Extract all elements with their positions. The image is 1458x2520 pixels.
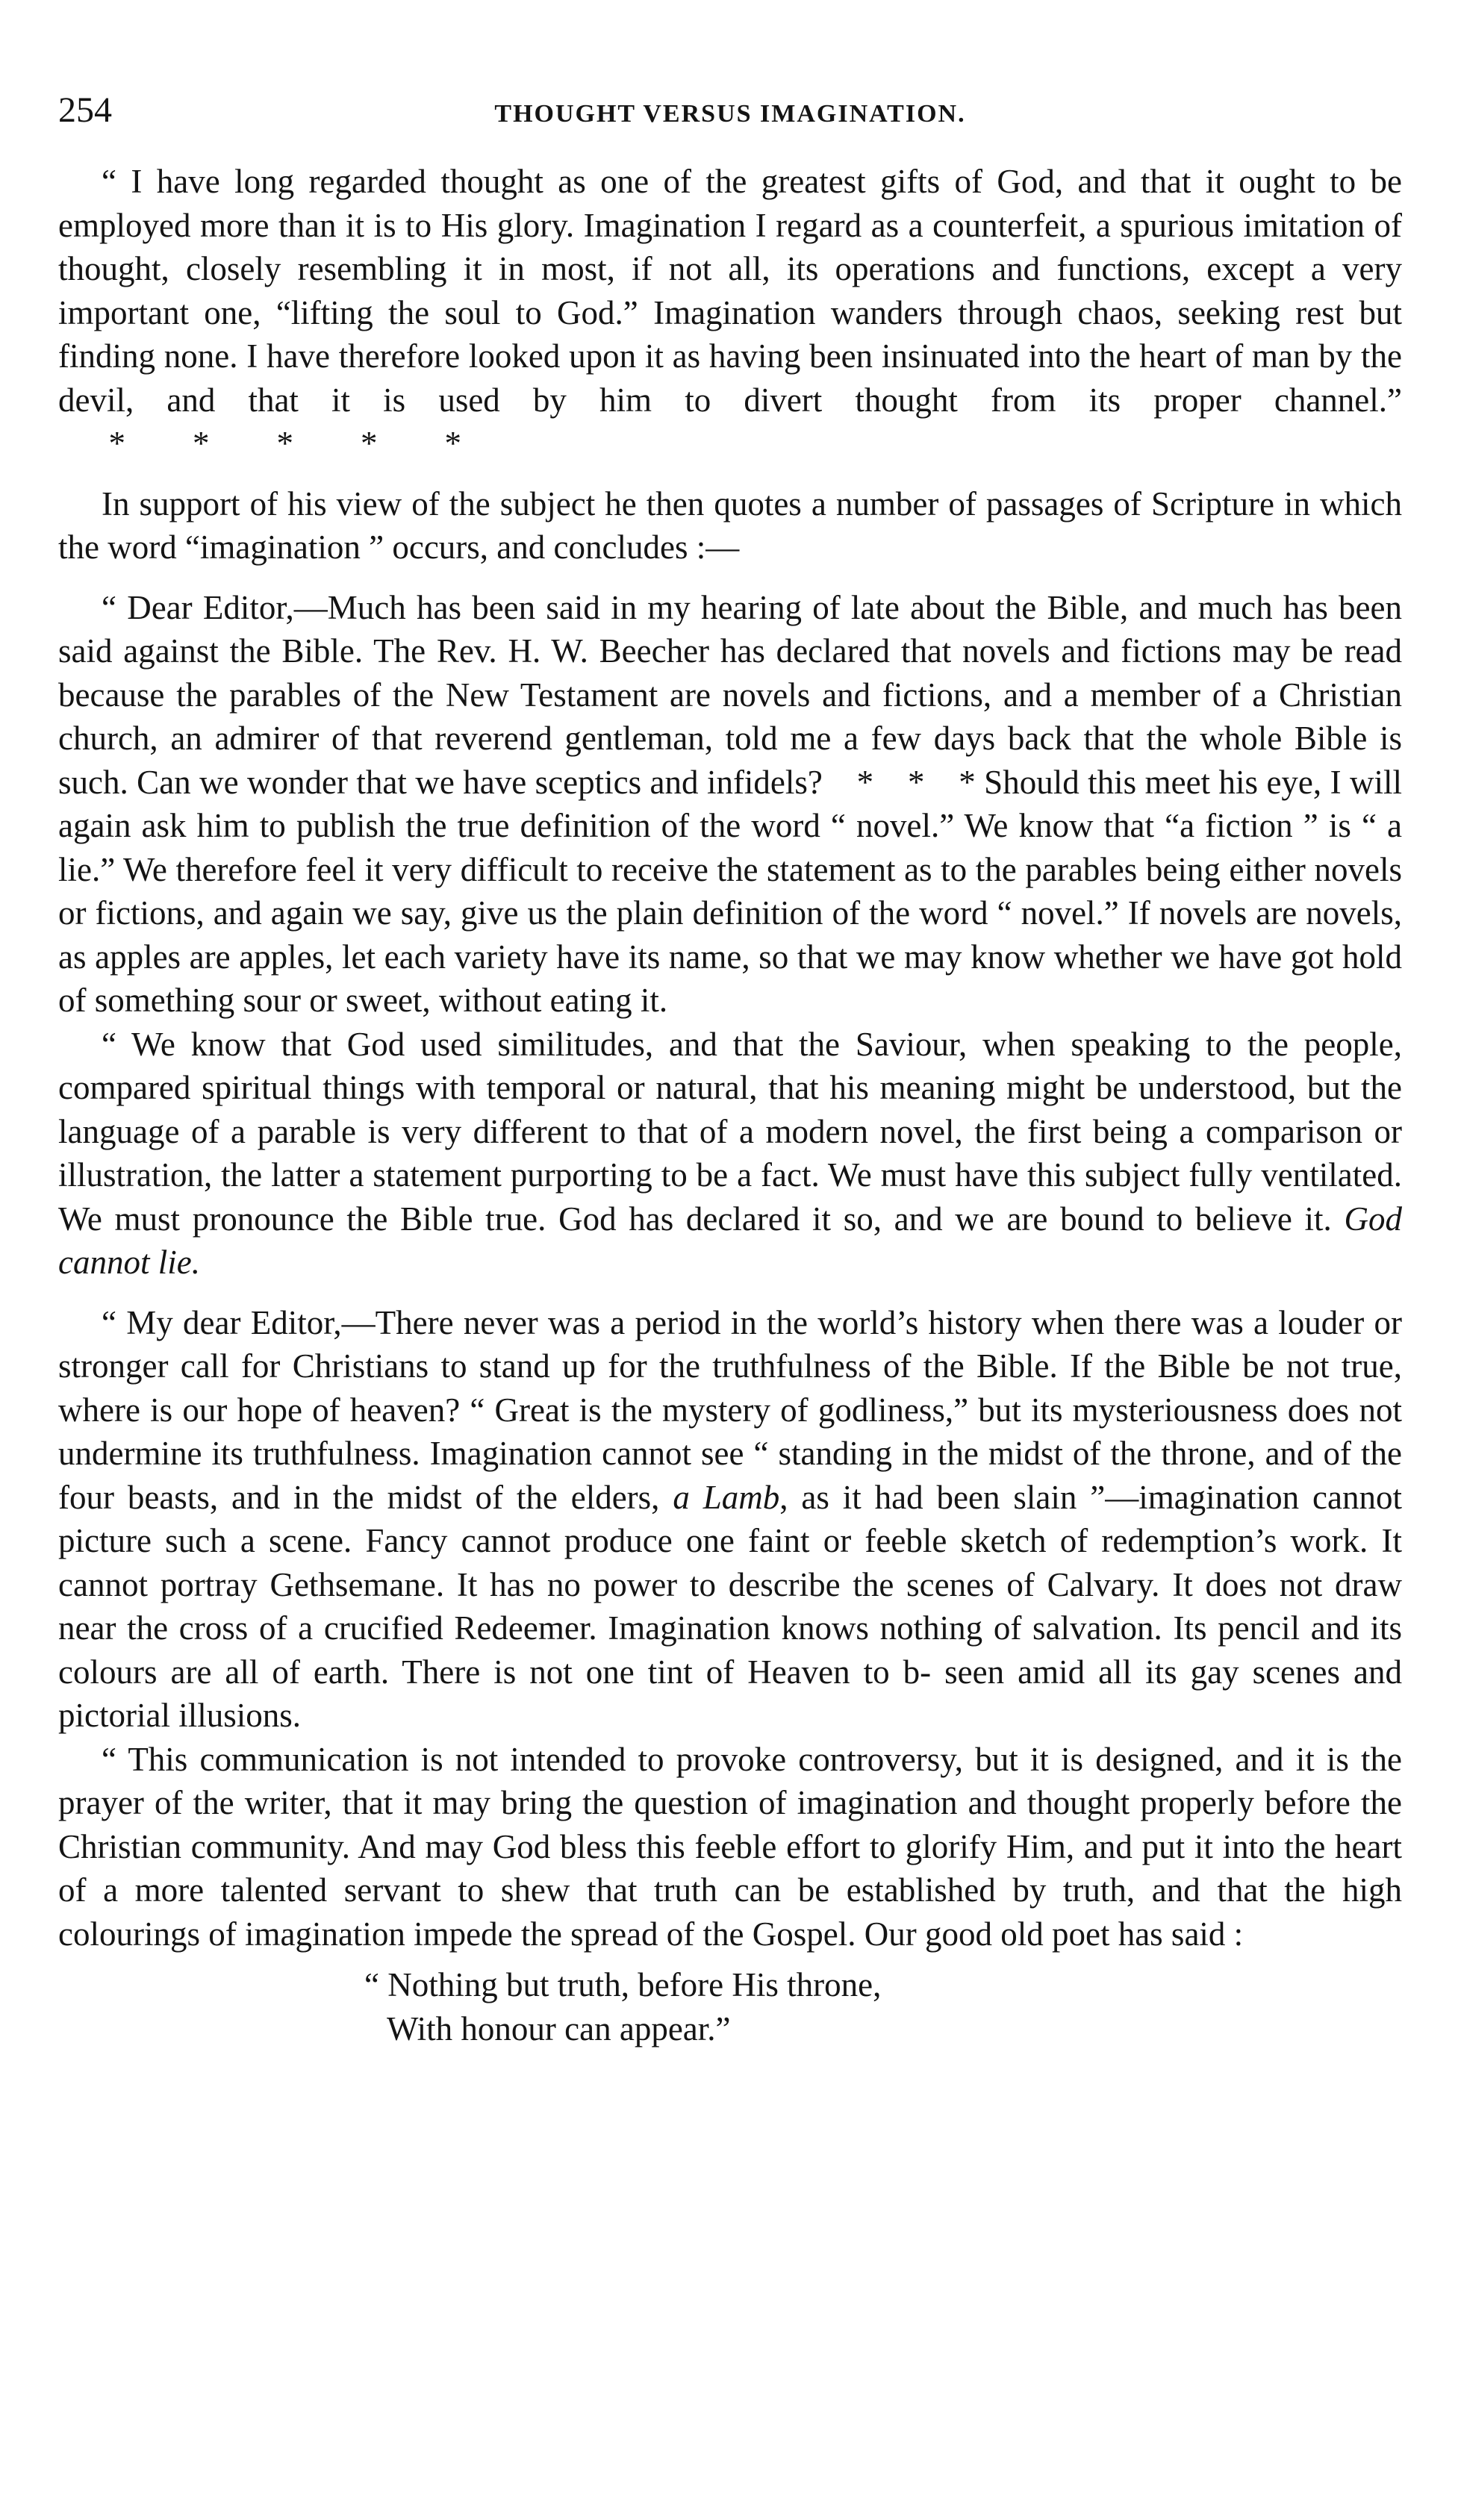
page-body xyxy=(58,160,1402,2050)
page-header xyxy=(58,90,1402,149)
paragraph-text: “ This communication is not intended to provoke controversy, but it is designed, and it is the prayer of the writer, that it may bring the question of imagination and thought properly before the Christian community. And may God bless this feeble effort to glorify Him, and put it into the heart of a more talented servant to shew that truth can be established by truth, and that the high colourings of imagination impede the spread of the Gospel. Our good old poet has said : xyxy=(58,1740,1402,1953)
paragraph-communication xyxy=(58,1738,1402,1956)
asterism: * * * * * xyxy=(58,425,461,462)
paragraph-quote-thought xyxy=(58,160,1402,466)
running-title: THOUGHT VERSUS IMAGINATION. xyxy=(494,100,966,128)
paragraph-text: “ My dear Editor,—There never was a period in the world’s history when there was a louder or stronger call for Christians to stand up for the truthfulness of the Bible. If the Bible be not true, where is our hope of heaven? “ Great is the mystery of godliness,” but its mysteriousness does not undermine its truthfulness. Imagination cannot see “ standing in the midst of the throne, and of the four beasts, and in the midst of the elders, xyxy=(58,1303,1402,1516)
paragraph-text-continued: , as it had been slain ”—imagination cannot picture such a scene. Fancy cannot produce one faint or feeble sketch of redemption’s work. It cannot portray Gethsemane. It has no power to describe the scenes of Calvary. It does not draw near the cross of a crucified Redeemer. Imagination knows nothing of salvation. Its pencil and its colours are all of earth. There is not one tint of Heaven to b‑ seen amid all its gay scenes and pictorial illusions. xyxy=(58,1478,1403,1734)
verse-line: “ Nothing but truth, before His throne, xyxy=(364,1966,882,2003)
paragraph-text: “ We know that God used similitudes, and that the Saviour, when speaking to the people, compared spiritual things with temporal or natural, that his meaning might be understood, but the language of a parable is very different to that of a modern novel, the first being a comparison or illustration, the latter a statement purporting to be a fact. We must have this subject fully ventilated. We must pronounce the Bible true. God has declared it so, and we are bound to believe it. xyxy=(58,1025,1402,1238)
paragraph-my-dear-editor xyxy=(58,1301,1402,1738)
page-number: 254 xyxy=(58,90,112,130)
verse-quote xyxy=(364,1963,1402,2050)
italic-phrase: a Lamb xyxy=(673,1478,780,1516)
paragraph-support xyxy=(58,482,1402,570)
paragraph-text: In support of his view of the subject he then quotes a number of passages of Scripture in which the word “imagination ” occurs, and concludes :— xyxy=(58,484,1402,566)
paragraph-text: “ I have long regarded thought as one of the greatest gifts of God, and that it ought to be employed more than it is to His glory. Imagination I regard as a counterfeit, a spurious imitation of thought, closely resembling it in most, if not all, its operations and functions, except a very important one, “lifting the soul to God.” Imagination wanders through chaos, seeking rest but finding none. I have therefore looked upon it as having been insinuated into the heart of man by the devil, and that it is used by him to divert thought from its proper channel.” xyxy=(58,163,1402,419)
paragraph-dear-editor xyxy=(58,586,1402,1023)
asterism: * * * xyxy=(822,763,976,801)
paragraph-similitudes xyxy=(58,1023,1402,1285)
page xyxy=(58,90,1402,2050)
paragraph-text: “ Dear Editor,—Much has been said in my hearing of late about the Bible, and much has been said against the Bible. The Rev. H. W. Beecher has declared that novels and fictions may be read because the parables of the New Testament are novels and fictions, and a member of a Christian church, an admirer of that reverend gentleman, told me a few days back that the whole Bible is such. Can we wonder that we have sceptics and infidels? xyxy=(58,588,1402,801)
verse-line: With honour can appear.” xyxy=(387,2009,731,2048)
italic-phrase: God cannot lie. xyxy=(58,1200,1402,1281)
paragraph-text-continued: Should this meet his eye, I will again ask him to publish the true definition of the word “ novel.” We know that “a fiction ” is “ a lie.” We therefore feel it very difficult to receive the statement as to the parables being either novels or fictions, and again we say, give us the plain definition of the word “ novel.” If novels are novels, as apples are apples, let each variety have its name, so that we may know whether we have got hold of something sour or sweet, without eating it. xyxy=(58,763,1403,1019)
